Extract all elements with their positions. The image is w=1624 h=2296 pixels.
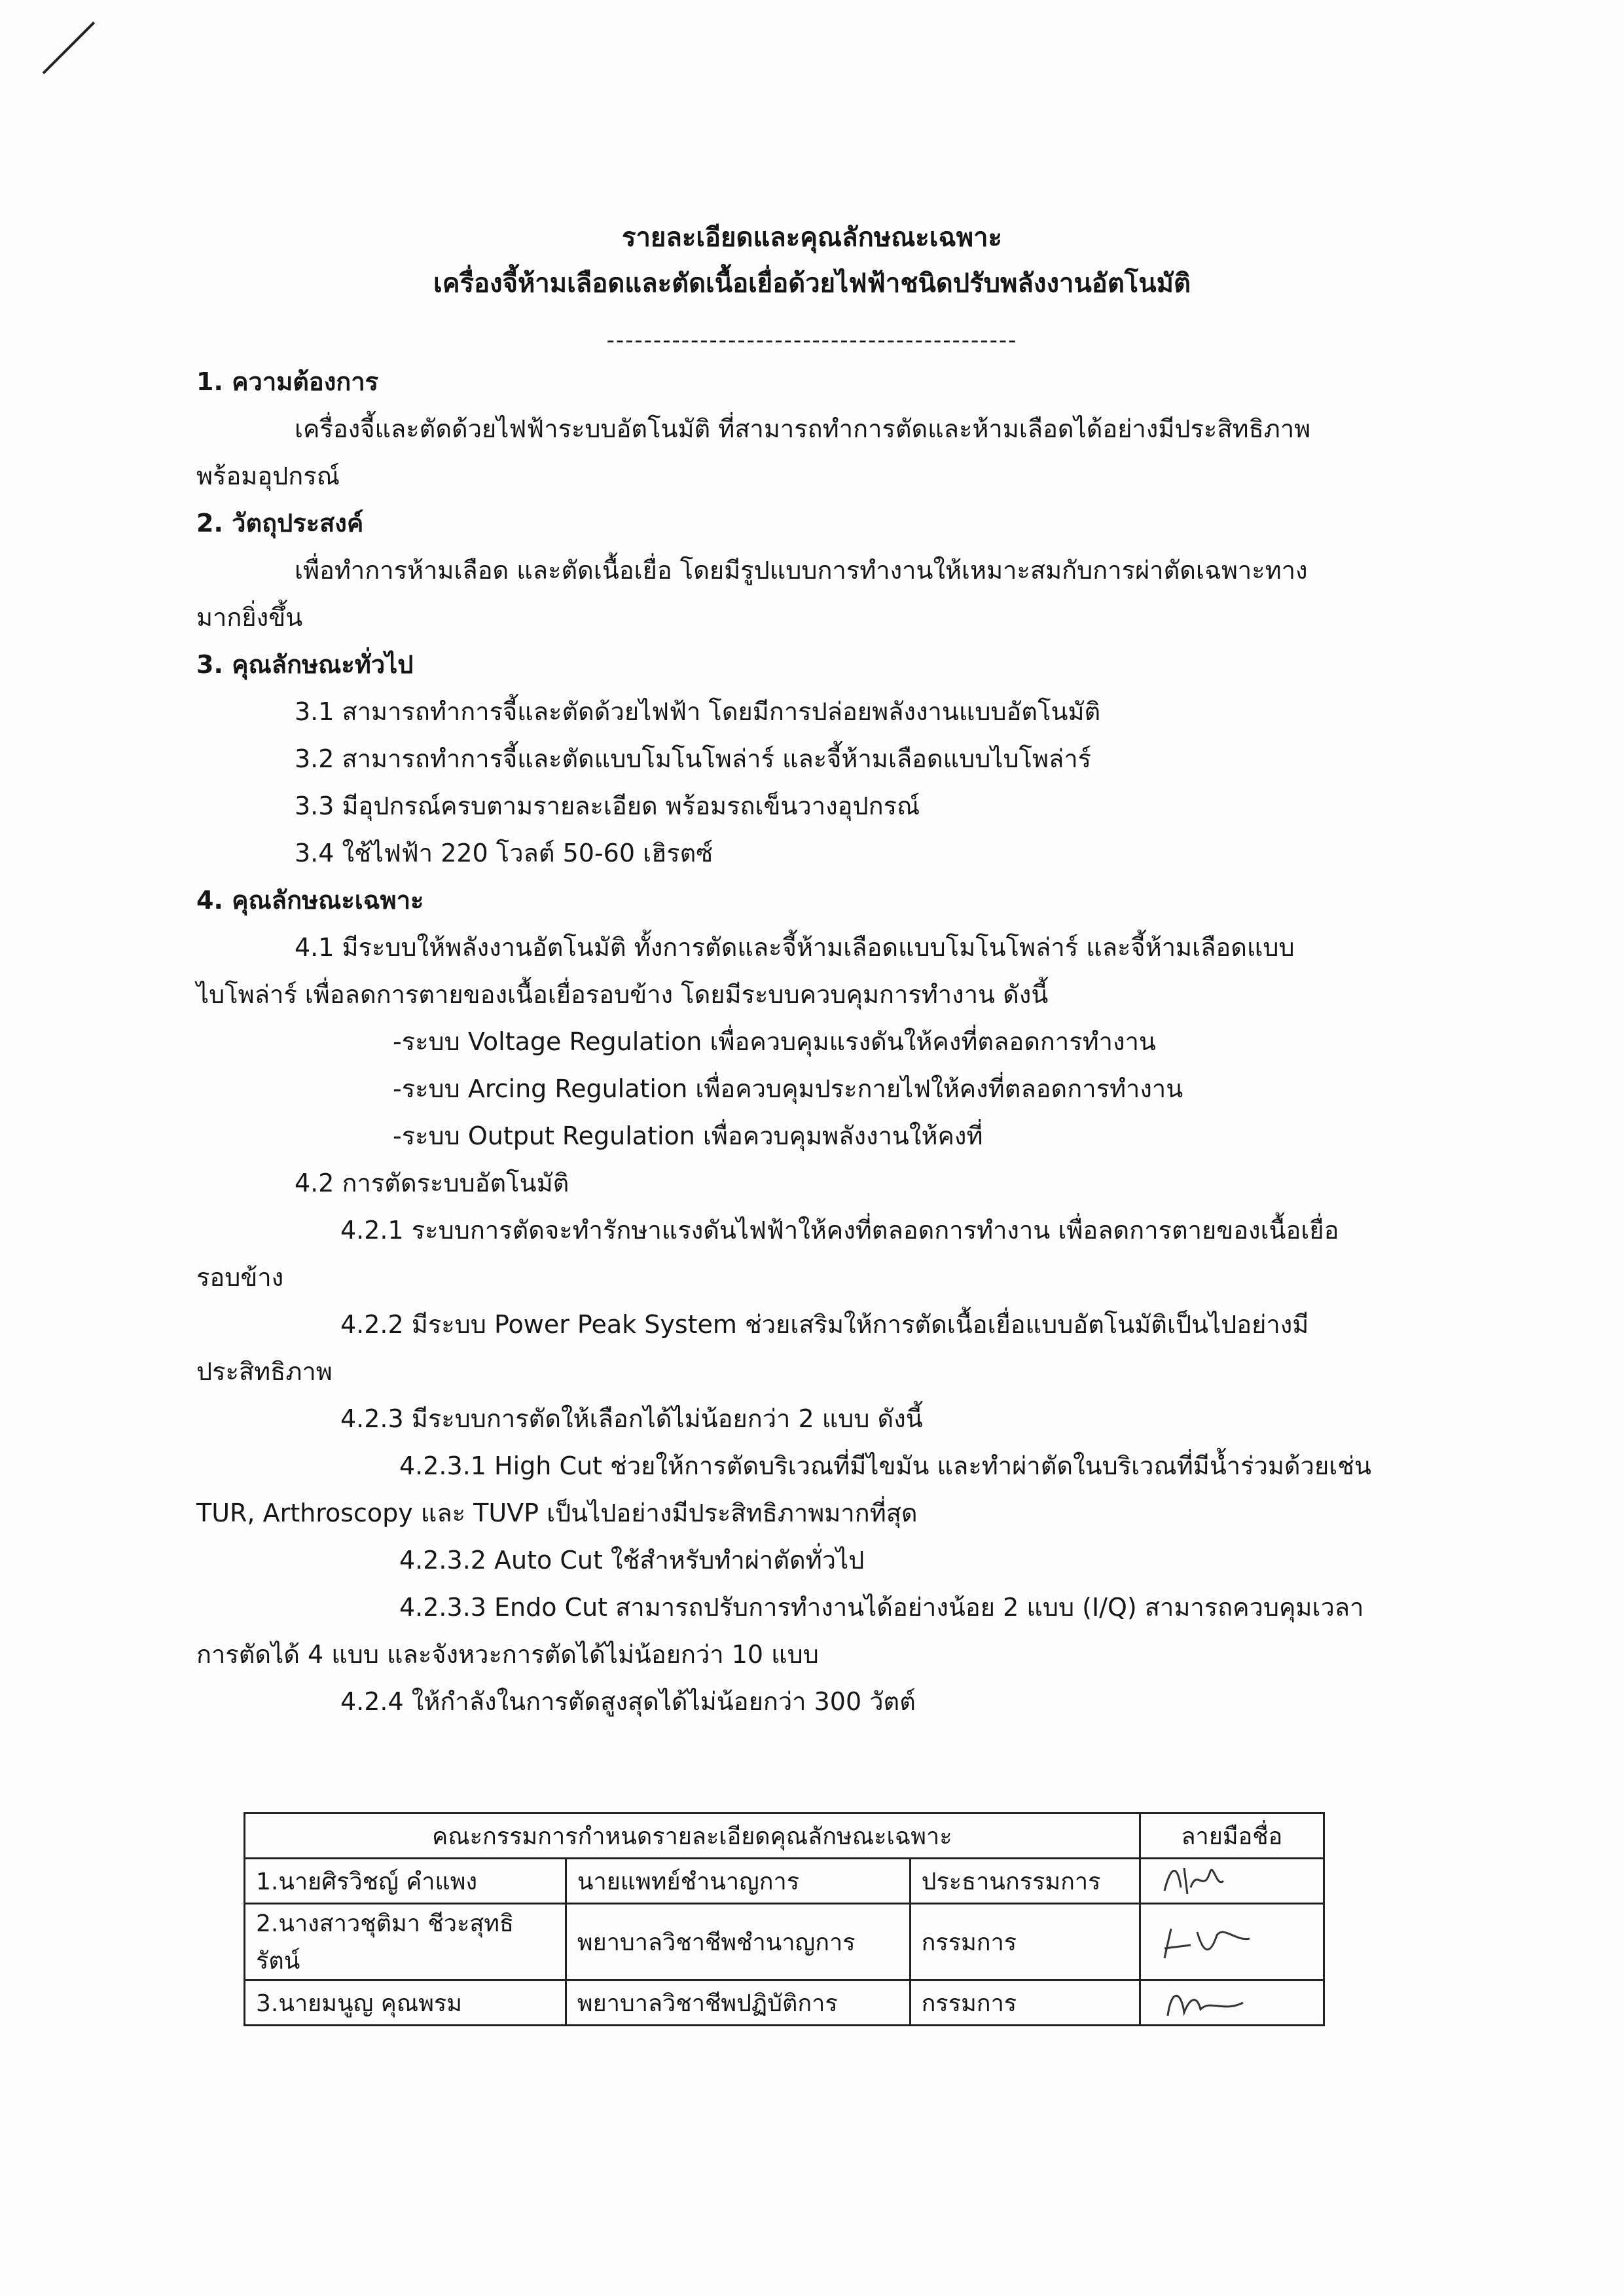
member-role: ประธานกรรมการ: [910, 1859, 1140, 1904]
signature-mark: [1140, 1980, 1324, 2026]
committee-row: [245, 1859, 1324, 1904]
signature-mark: [1140, 1904, 1324, 1980]
member-position: นายแพทย์ชำนาญการ: [566, 1859, 910, 1904]
signature-drawing: [1151, 1922, 1282, 1961]
title-divider: --------------------------------------------: [606, 327, 1018, 354]
spec-4-2-3-2: 4.2.3.2 Auto Cut ใช้สำหรับทำผ่าตัดทั่วไป: [399, 1546, 865, 1575]
spec-4-2-1-line-2: รอบข้าง: [196, 1263, 284, 1292]
committee-row: [245, 1980, 1324, 2026]
member-name: 3.นายมนูญ คุณพรม: [245, 1980, 566, 2026]
spec-4-2: 4.2 การตัดระบบอัตโนมัติ: [295, 1169, 569, 1197]
section-3-item: 3.4 ใช้ไฟฟ้า 220 โวลต์ 50-60 เฮิรตซ์: [295, 839, 713, 867]
member-role: กรรมการ: [910, 1904, 1140, 1980]
title-line-1: รายละเอียดและคุณลักษณะเฉพาะ: [621, 223, 1003, 253]
spec-4-2-4: 4.2.4 ให้กำลังในการตัดสูงสุดได้ไม่น้อยกว่า 300 วัตต์: [340, 1687, 916, 1716]
section-2-line-1: เพื่อทำการห้ามเลือด และตัดเนื้อเยื่อ โดยมีรูปแบบการทำงานให้เหมาะสมกับการผ่าตัดเฉพาะทาง: [295, 556, 1308, 585]
spec-4-2-3-3-line-2: การตัดได้ 4 แบบ และจังหวะการตัดได้ไม่น้อยกว่า 10 แบบ: [196, 1640, 819, 1669]
member-name: 2.นางสาวชุติมา ชีวะสุทธิรัตน์: [245, 1904, 566, 1980]
committee-table: [244, 1812, 1325, 2026]
committee-header-row: [245, 1813, 1324, 1859]
section-1-heading: 1. ความต้องการ: [196, 367, 379, 396]
regulation-output: -ระบบ Output Regulation เพื่อควบคุมพลังงานให้คงที่: [393, 1121, 983, 1150]
member-position: พยาบาลวิชาชีพชำนาญการ: [566, 1904, 910, 1980]
spec-4-2-3-1-line-2: TUR, Arthroscopy และ TUVP เป็นไปอย่างมีประสิทธิภาพมากที่สุด: [196, 1499, 918, 1527]
signature-mark: [1140, 1859, 1324, 1904]
spec-4-2-3: 4.2.3 มีระบบการตัดให้เลือกได้ไม่น้อยกว่า 2 แบบ ดังนี้: [340, 1404, 923, 1433]
signature-drawing: [1151, 1861, 1282, 1901]
spec-4-2-2-line-2: ประสิทธิภาพ: [196, 1357, 333, 1386]
section-3-item: 3.1 สามารถทำการจี้และตัดด้วยไฟฟ้า โดยมีการปล่อยพลังงานแบบอัตโนมัติ: [295, 697, 1101, 726]
member-position: พยาบาลวิชาชีพปฏิบัติการ: [566, 1980, 910, 2026]
section-2-line-2: มากยิ่งขึ้น: [196, 603, 303, 632]
committee-row: [245, 1904, 1324, 1980]
signature-header: ลายมือชื่อ: [1140, 1813, 1324, 1859]
spec-4-1-line-1: 4.1 มีระบบให้พลังงานอัตโนมัติ ทั้งการตัดและจี้ห้ามเลือดแบบโมโนโพล่าร์ และจี้ห้ามเลือดแบบ: [295, 933, 1295, 962]
member-role: กรรมการ: [910, 1980, 1140, 2026]
signature-drawing: [1151, 1983, 1282, 2022]
spec-4-2-2-line-1: 4.2.2 มีระบบ Power Peak System ช่วยเสริมให้การตัดเนื้อเยื่อแบบอัตโนมัติเป็นไปอย่างมี: [340, 1310, 1309, 1339]
spec-4-2-1-line-1: 4.2.1 ระบบการตัดจะทำรักษาแรงดันไฟฟ้าให้คงที่ตลอดการทำงาน เพื่อลดการตายของเนื้อเยื่อ: [340, 1216, 1339, 1245]
regulation-voltage: -ระบบ Voltage Regulation เพื่อควบคุมแรงดันให้คงที่ตลอดการทำงาน: [393, 1027, 1156, 1056]
section-3-heading: 3. คุณลักษณะทั่วไป: [196, 650, 414, 679]
section-1-line-2: พร้อมอุปกรณ์: [196, 462, 340, 490]
section-3-item: 3.2 สามารถทำการจี้และตัดแบบโมโนโพล่าร์ และจี้ห้ามเลือดแบบไบโพล่าร์: [295, 744, 1092, 773]
section-3-item: 3.3 มีอุปกรณ์ครบตามรายละเอียด พร้อมรถเข็นวางอุปกรณ์: [295, 792, 920, 820]
spec-4-2-3-3-line-1: 4.2.3.3 Endo Cut สามารถปรับการทำงานได้อย่างน้อย 2 แบบ (I/Q) สามารถควบคุมเวลา: [399, 1593, 1364, 1622]
spec-4-2-3-1-line-1: 4.2.3.1 High Cut ช่วยให้การตัดบริเวณที่มีไขมัน และทำผ่าตัดในบริเวณที่มีน้ำร่วมด้วยเช่น: [399, 1451, 1371, 1480]
pen-mark: [43, 22, 96, 75]
section-1-line-1: เครื่องจี้และตัดด้วยไฟฟ้าระบบอัตโนมัติ ที่สามารถทำการตัดและห้ามเลือดได้อย่างมีประสิทธิภาพ: [295, 414, 1311, 443]
section-4-heading: 4. คุณลักษณะเฉพาะ: [196, 886, 424, 915]
section-2-heading: 2. วัตถุประสงค์: [196, 509, 364, 538]
member-name: 1.นายศิรวิชญ์ คำแพง: [245, 1859, 566, 1904]
regulation-arcing: -ระบบ Arcing Regulation เพื่อควบคุมประกายไฟให้คงที่ตลอดการทำงาน: [393, 1074, 1183, 1103]
committee-header: คณะกรรมการกำหนดรายละเอียดคุณลักษณะเฉพาะ: [245, 1813, 1140, 1859]
title-line-2: เครื่องจี้ห้ามเลือดและตัดเนื้อเยื่อด้วยไฟฟ้าชนิดปรับพลังงานอัตโนมัติ: [433, 268, 1191, 299]
spec-4-1-line-2: ไบโพล่าร์ เพื่อลดการตายของเนื้อเยื่อรอบข้าง โดยมีระบบควบคุมการทำงาน ดังนี้: [196, 980, 1049, 1009]
